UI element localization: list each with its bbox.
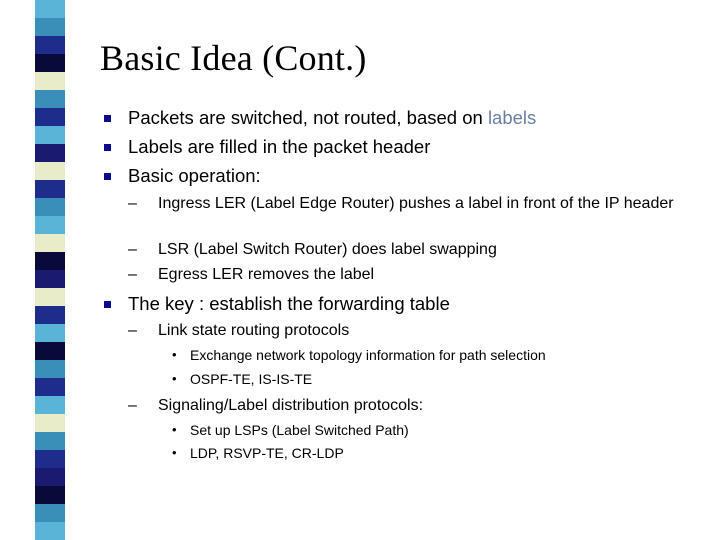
stripe-block bbox=[35, 270, 65, 288]
stripe-block bbox=[35, 180, 65, 198]
dot-icon: • bbox=[172, 422, 177, 437]
stripe-block bbox=[35, 288, 65, 306]
bullet-key: The key : establish the forwarding table bbox=[128, 293, 450, 314]
stripe-block bbox=[35, 144, 65, 162]
stripe-block bbox=[35, 90, 65, 108]
dash-icon: – bbox=[128, 322, 137, 339]
slide-title: Basic Idea (Cont.) bbox=[100, 38, 367, 78]
dot-icon: • bbox=[172, 445, 177, 460]
stripe-block bbox=[35, 378, 65, 396]
detail-text: Set up LSPs (Label Switched Path) bbox=[190, 422, 409, 438]
stripe-block bbox=[35, 72, 65, 90]
detail-item-ldp bbox=[172, 444, 344, 462]
dash-icon: – bbox=[128, 397, 137, 414]
stripe-block bbox=[35, 36, 65, 54]
bullet-labels-filled: Labels are filled in the packet header bbox=[128, 136, 431, 157]
bullet-packets-switched bbox=[128, 107, 536, 129]
sub-item-text: Ingress LER (Label Edge Router) pushes a label in front of the IP header bbox=[158, 195, 674, 212]
detail-text: Exchange network topology information for path selection bbox=[190, 347, 546, 363]
stripe-block bbox=[35, 198, 65, 216]
bullet-square-icon bbox=[104, 115, 111, 122]
sub-item-text: Egress LER removes the label bbox=[158, 266, 375, 283]
sub-item-text: Link state routing protocols bbox=[158, 322, 350, 339]
sub-item-ingress-ler bbox=[128, 194, 688, 214]
sub-item-text: LSR (Label Switch Router) does label swapping bbox=[158, 241, 497, 258]
stripe-block bbox=[35, 342, 65, 360]
dot-icon: • bbox=[172, 347, 177, 362]
dash-icon: – bbox=[128, 266, 137, 283]
bullet-text: Packets are switched, not routed, based on bbox=[128, 107, 488, 128]
sub-item-text: Signaling/Label distribution protocols: bbox=[158, 397, 424, 414]
stripe-block bbox=[35, 162, 65, 180]
dot-icon: • bbox=[172, 371, 177, 386]
sub-item-signaling bbox=[128, 396, 424, 416]
sub-item-link-state bbox=[128, 321, 350, 341]
detail-item-exchange-topology bbox=[172, 346, 546, 364]
stripe-block bbox=[35, 216, 65, 234]
stripe-block bbox=[35, 54, 65, 72]
detail-text: OSPF-TE, IS-IS-TE bbox=[190, 371, 313, 387]
stripe-block bbox=[35, 414, 65, 432]
highlight-labels: labels bbox=[487, 107, 537, 128]
stripe-block bbox=[35, 108, 65, 126]
stripe-block bbox=[35, 234, 65, 252]
stripe-block bbox=[35, 18, 65, 36]
detail-item-ospf bbox=[172, 370, 313, 388]
bullet-basic-operation: Basic operation: bbox=[128, 165, 261, 186]
dash-icon: – bbox=[128, 195, 137, 212]
stripe-block bbox=[35, 252, 65, 270]
stripe-block bbox=[35, 306, 65, 324]
stripe-block bbox=[35, 486, 65, 504]
detail-text: LDP, RSVP-TE, CR-LDP bbox=[190, 445, 344, 461]
sub-item-lsr bbox=[128, 240, 497, 260]
bullet-square-icon bbox=[104, 301, 111, 308]
stripe-block bbox=[35, 432, 65, 450]
detail-item-set-up-lsps bbox=[172, 421, 409, 439]
bullet-square-icon bbox=[104, 173, 111, 180]
stripe-block bbox=[35, 324, 65, 342]
stripe-block bbox=[35, 0, 65, 18]
dash-icon: – bbox=[128, 241, 137, 258]
bullet-square-icon bbox=[104, 144, 111, 151]
stripe-block bbox=[35, 468, 65, 486]
sub-item-egress-ler bbox=[128, 265, 375, 285]
stripe-block bbox=[35, 126, 65, 144]
stripe-block bbox=[35, 504, 65, 522]
stripe-block bbox=[35, 396, 65, 414]
stripe-block bbox=[35, 450, 65, 468]
decorative-stripe bbox=[35, 0, 65, 540]
stripe-block bbox=[35, 360, 65, 378]
stripe-block bbox=[35, 522, 65, 540]
